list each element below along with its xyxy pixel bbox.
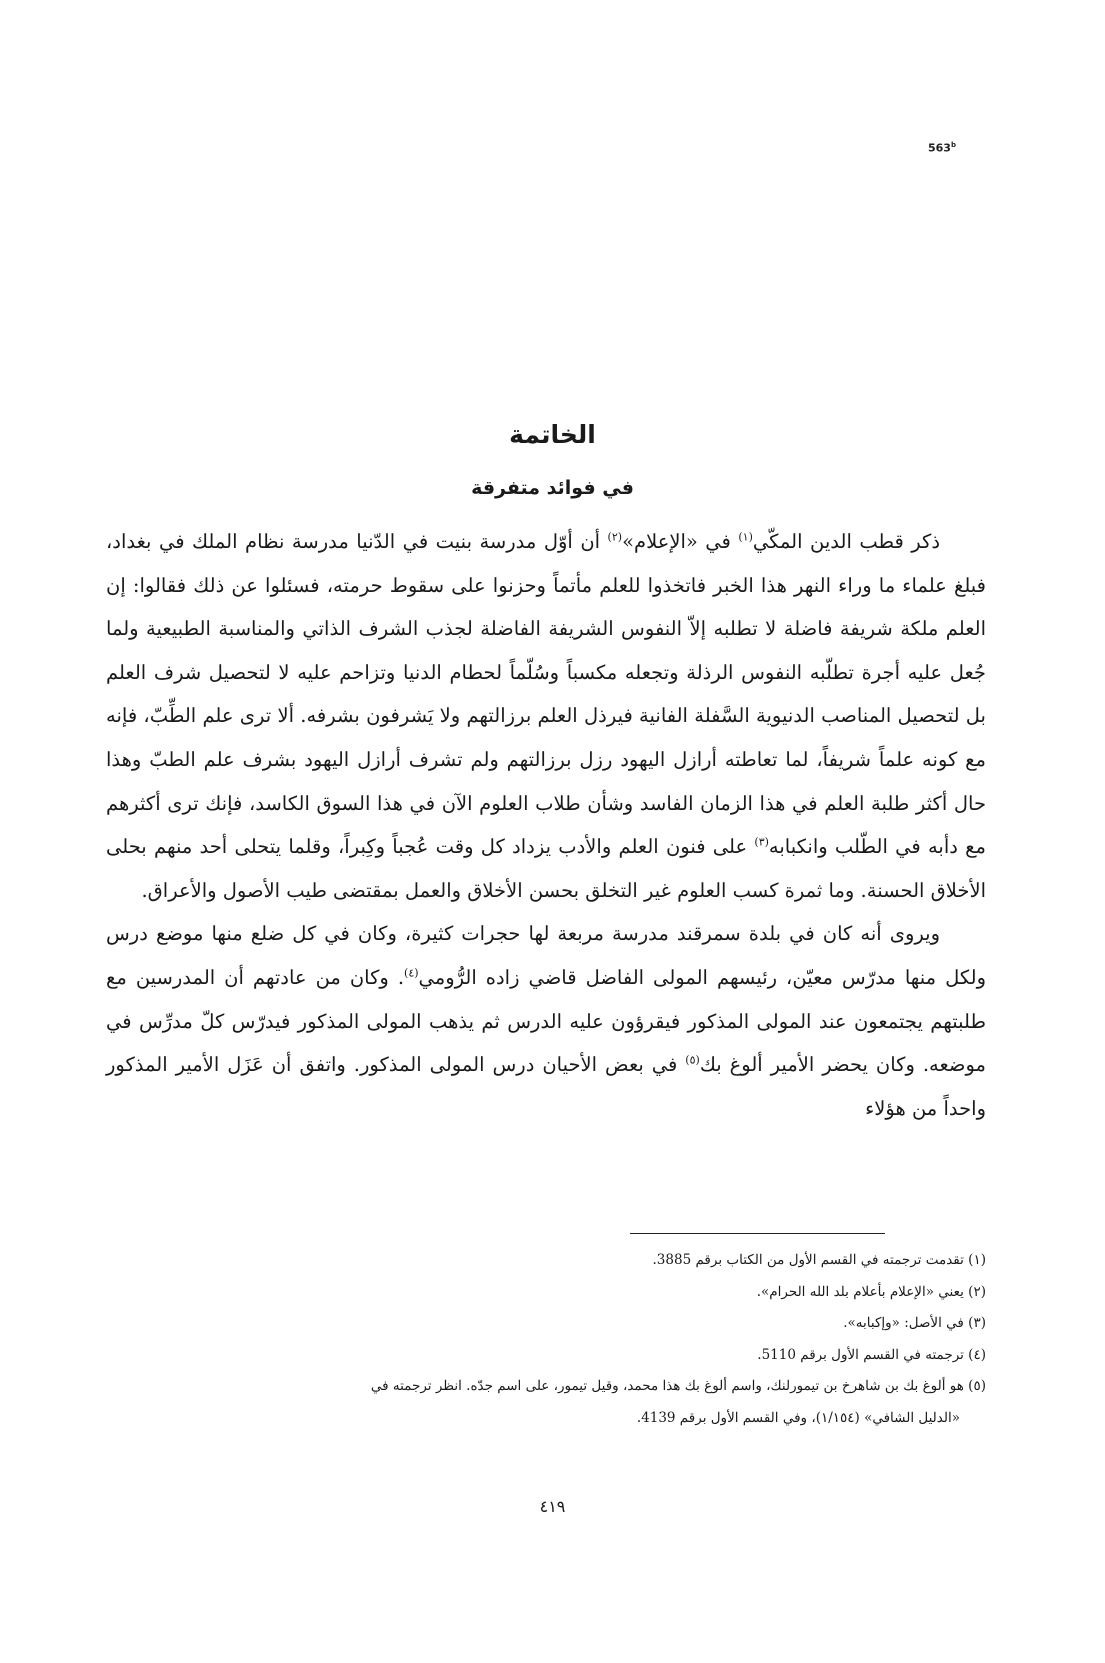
footnote-mark-3: (٣) <box>754 835 769 849</box>
page-number: ٤١٩ <box>539 1497 566 1516</box>
footnote-5-continued: «الدليل الشافي» (١/١٥٤)، وفي القسم الأول برقم 4139. <box>636 1409 960 1426</box>
paragraph-1-text-4: على فنون العلم والأدب يزداد كل وقت عُجباً وكِبراً، وقلما يتحلى أحد منهم بحلى الأخلاق الحسنة. وما ثمرة كسب العلوم غير التخلق بحسن الأخلاق والعمل بمقتضى طيب الأصول والأعراق. <box>106 835 986 902</box>
footnote-2: (٢) يعني «الإعلام بأعلام بلد الله الحرام». <box>756 1283 986 1300</box>
paragraph-2-text-1: ويروى أنه كان في بلدة سمرقند مدرسة مربعة لها حجرات كثيرة، وكان في كل ضلع منها موضع درس ولكل منها مدرّس معيّن، رئيسهم المولى الفاضل قاضي زاده الرُّومي <box>106 922 986 989</box>
chapter-subtitle: في فوائد متفرقة <box>471 477 634 499</box>
paragraph-1 <box>106 520 986 912</box>
reference-number <box>928 141 956 155</box>
paragraph-2 <box>106 912 986 1130</box>
footnotes <box>106 1245 986 1434</box>
footnote-mark-4: (٤) <box>404 966 419 980</box>
footnote-mark-1: (١) <box>738 530 753 544</box>
footnote-mark-5: (٥) <box>685 1053 700 1067</box>
paragraph-1-text-2: في «الإعلام» <box>622 530 739 553</box>
paragraph-1-text-3: أن أوّل مدرسة بنيت في الدّنيا مدرسة نظام الملك في بغداد، فبلغ علماء ما وراء النهر هذا الخبر فاتخذوا للعلم مأتماً وحزنوا على سقوط حرمته، فسئلوا عن ذلك فقالوا: إن العلم ملكة شريفة فاضلة لا تطلبه إلاّ النفوس الشريفة الفاضلة لجذب الشرف الذاتي والمناسبة الطبيعية ولما جُعل عليه أجرة تطلّبه النفوس الرذلة وتجعله مكسباً وسُلّماً لحطام الدنيا وتزاحم عليه لا لتحصيل شرف العلم بل لتحصيل المناصب الدنيوية السَّفلة الفانية فيرذل العلم برزالتهم ولا يَشرفون بشرفه. ألا ترى علم الطِّبّ، فإنه مع كونه علماً شريفاً، لما تعاطته أرازل اليهود رزل برزالتهم ولم تشرف أرازل اليهود بشرف علم الطبّ وهذا حال أكثر طلبة العلم في هذا الزمان الفاسد وشأن طلاب العلوم الآن في هذا السوق الكاسد، فإنك ترى أكثرهم مع دأبه في الطّلب وانكبابه <box>106 530 986 859</box>
paragraph-2-text-2: . وكان من عادتهم أن المدرسين مع طلبتهم يجتمعون عند المولى المذكور فيقرؤون عليه الدرس ثم يذهب المولى المذكور فيدرّس كلّ مدرِّس في موضعه. وكان يحضر الأمير ألوغ بك <box>106 965 986 1077</box>
footnote-4: (٤) ترجمته في القسم الأول برقم 5110. <box>757 1346 986 1363</box>
footnote-separator <box>630 1233 885 1234</box>
paragraph-2-text-3: في بعض الأحيان درس المولى المذكور. واتفق أن عَزَل الأمير المذكور واحداً من هؤلاء <box>106 1053 986 1120</box>
footnote-5: (٥) هو ألوغ بك بن شاهرخ بن تيمورلنك، واسم ألوغ بك هذا محمد، وقيل تيمور، على اسم جدّه. انظر ترجمته في <box>370 1378 986 1394</box>
main-text <box>106 520 986 1130</box>
reference-suffix: b <box>950 141 956 149</box>
chapter-title: الخاتمة <box>509 420 596 449</box>
footnote-mark-2: (٢) <box>607 530 623 544</box>
footnote-1: (١) تقدمت ترجمته في القسم الأول من الكتاب برقم 3885. <box>652 1252 986 1268</box>
reference-number-value: 563 <box>928 141 951 155</box>
paragraph-1-text-1: ذكر قطب الدين المكّي <box>752 530 941 553</box>
footnote-3: (٣) في الأصل: «وإكبابه». <box>843 1315 986 1331</box>
